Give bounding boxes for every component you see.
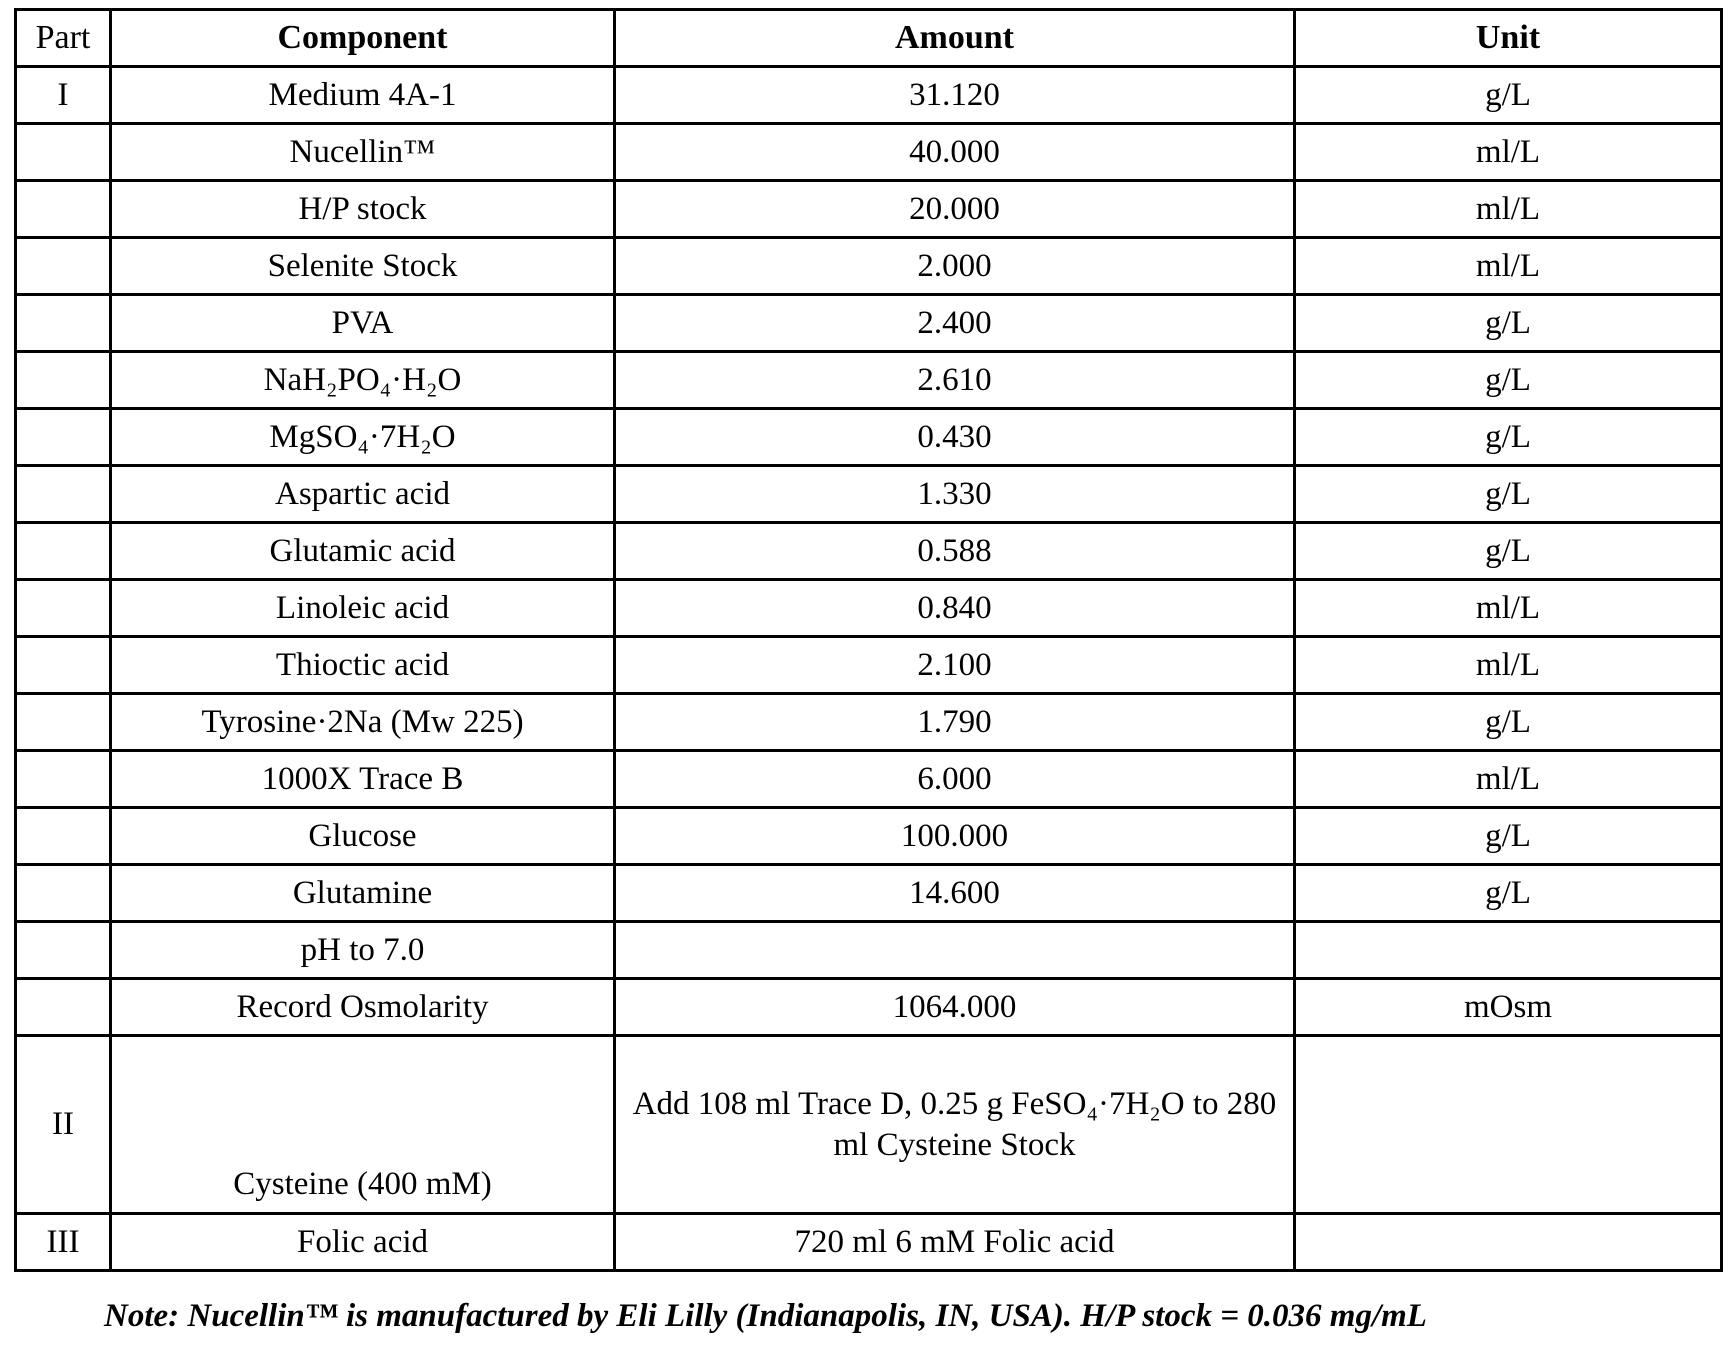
component-cell: 1000X Trace B (111, 751, 615, 808)
amount-cell: 2.100 (615, 637, 1295, 694)
part-cell (16, 466, 111, 523)
amount-cell: 20.000 (615, 181, 1295, 238)
table-row (16, 808, 1722, 865)
unit-cell: ml/L (1295, 637, 1722, 694)
part-cell: III (16, 1214, 111, 1271)
unit-cell: g/L (1295, 808, 1722, 865)
footnote-text: Note: Nucellin™ is manufactured by Eli Lilly (Indianapolis, IN, USA). H/P stock = 0.036 mg/mL (104, 1298, 1427, 1334)
component-cell: Cysteine (400 mM) (111, 1036, 615, 1214)
part-cell (16, 637, 111, 694)
component-cell: Glutamine (111, 865, 615, 922)
unit-cell: g/L (1295, 295, 1722, 352)
part-cell (16, 409, 111, 466)
component-cell: Glutamic acid (111, 523, 615, 580)
part-cell (16, 352, 111, 409)
part-cell (16, 523, 111, 580)
component-cell: Selenite Stock (111, 238, 615, 295)
amount-cell (615, 922, 1295, 979)
table-row (16, 181, 1722, 238)
component-cell: Folic acid (111, 1214, 615, 1271)
unit-cell: ml/L (1295, 181, 1722, 238)
component-cell: PVA (111, 295, 615, 352)
component-cell: NaH₂PO₄·H₂O (111, 352, 615, 409)
component-cell: H/P stock (111, 181, 615, 238)
part-cell (16, 580, 111, 637)
unit-cell (1295, 922, 1722, 979)
unit-cell: g/L (1295, 694, 1722, 751)
amount-cell: 2.610 (615, 352, 1295, 409)
table-row (16, 352, 1722, 409)
unit-cell: ml/L (1295, 580, 1722, 637)
part-cell (16, 295, 111, 352)
part-cell (16, 238, 111, 295)
component-cell: Thioctic acid (111, 637, 615, 694)
part-cell (16, 181, 111, 238)
component-cell: Tyrosine·2Na (Mw 225) (111, 694, 615, 751)
table-row (16, 694, 1722, 751)
table-row (16, 580, 1722, 637)
part-cell (16, 694, 111, 751)
table-row (16, 409, 1722, 466)
component-cell: Glucose (111, 808, 615, 865)
amount-cell: 100.000 (615, 808, 1295, 865)
part-cell (16, 751, 111, 808)
table-row (16, 922, 1722, 979)
table-row (16, 238, 1722, 295)
header-amount: Amount (615, 10, 1295, 67)
unit-cell: g/L (1295, 466, 1722, 523)
table-row (16, 295, 1722, 352)
table-row (16, 1036, 1722, 1214)
component-cell: Linoleic acid (111, 580, 615, 637)
amount-cell: 31.120 (615, 67, 1295, 124)
component-cell: Medium 4A-1 (111, 67, 615, 124)
header-component: Component (111, 10, 615, 67)
unit-cell: ml/L (1295, 124, 1722, 181)
header-unit: Unit (1295, 10, 1722, 67)
part-cell (16, 865, 111, 922)
table-row (16, 979, 1722, 1036)
amount-cell: 0.430 (615, 409, 1295, 466)
table-row (16, 523, 1722, 580)
table-row (16, 67, 1722, 124)
part-cell: II (16, 1036, 111, 1214)
unit-cell: ml/L (1295, 238, 1722, 295)
amount-cell: 720 ml 6 mM Folic acid (615, 1214, 1295, 1271)
component-cell: pH to 7.0 (111, 922, 615, 979)
unit-cell (1295, 1036, 1722, 1214)
table-row (16, 865, 1722, 922)
part-cell (16, 979, 111, 1036)
amount-cell: 0.840 (615, 580, 1295, 637)
unit-cell: g/L (1295, 67, 1722, 124)
part-cell (16, 808, 111, 865)
amount-cell: 1064.000 (615, 979, 1295, 1036)
header-part: Part (16, 10, 111, 67)
part-cell (16, 124, 111, 181)
unit-cell: g/L (1295, 409, 1722, 466)
media-formulation-table (14, 8, 1723, 1272)
unit-cell: ml/L (1295, 751, 1722, 808)
component-cell: Record Osmolarity (111, 979, 615, 1036)
unit-cell: g/L (1295, 865, 1722, 922)
amount-cell: 2.400 (615, 295, 1295, 352)
table-row (16, 637, 1722, 694)
component-cell: Aspartic acid (111, 466, 615, 523)
amount-cell: 0.588 (615, 523, 1295, 580)
unit-cell: g/L (1295, 523, 1722, 580)
amount-cell: 2.000 (615, 238, 1295, 295)
component-cell: Nucellin™ (111, 124, 615, 181)
amount-cell: 1.330 (615, 466, 1295, 523)
table-row (16, 1214, 1722, 1271)
unit-cell: g/L (1295, 352, 1722, 409)
component-cell: MgSO₄·7H₂O (111, 409, 615, 466)
amount-cell: Add 108 ml Trace D, 0.25 g FeSO₄·7H₂O to 280 ml Cysteine Stock (615, 1036, 1295, 1214)
header-row (16, 10, 1722, 67)
unit-cell (1295, 1214, 1722, 1271)
table-row (16, 751, 1722, 808)
amount-cell: 40.000 (615, 124, 1295, 181)
unit-cell: mOsm (1295, 979, 1722, 1036)
table-row (16, 124, 1722, 181)
part-cell (16, 922, 111, 979)
table-row (16, 466, 1722, 523)
amount-cell: 1.790 (615, 694, 1295, 751)
amount-cell: 14.600 (615, 865, 1295, 922)
amount-cell: 6.000 (615, 751, 1295, 808)
part-cell: I (16, 67, 111, 124)
